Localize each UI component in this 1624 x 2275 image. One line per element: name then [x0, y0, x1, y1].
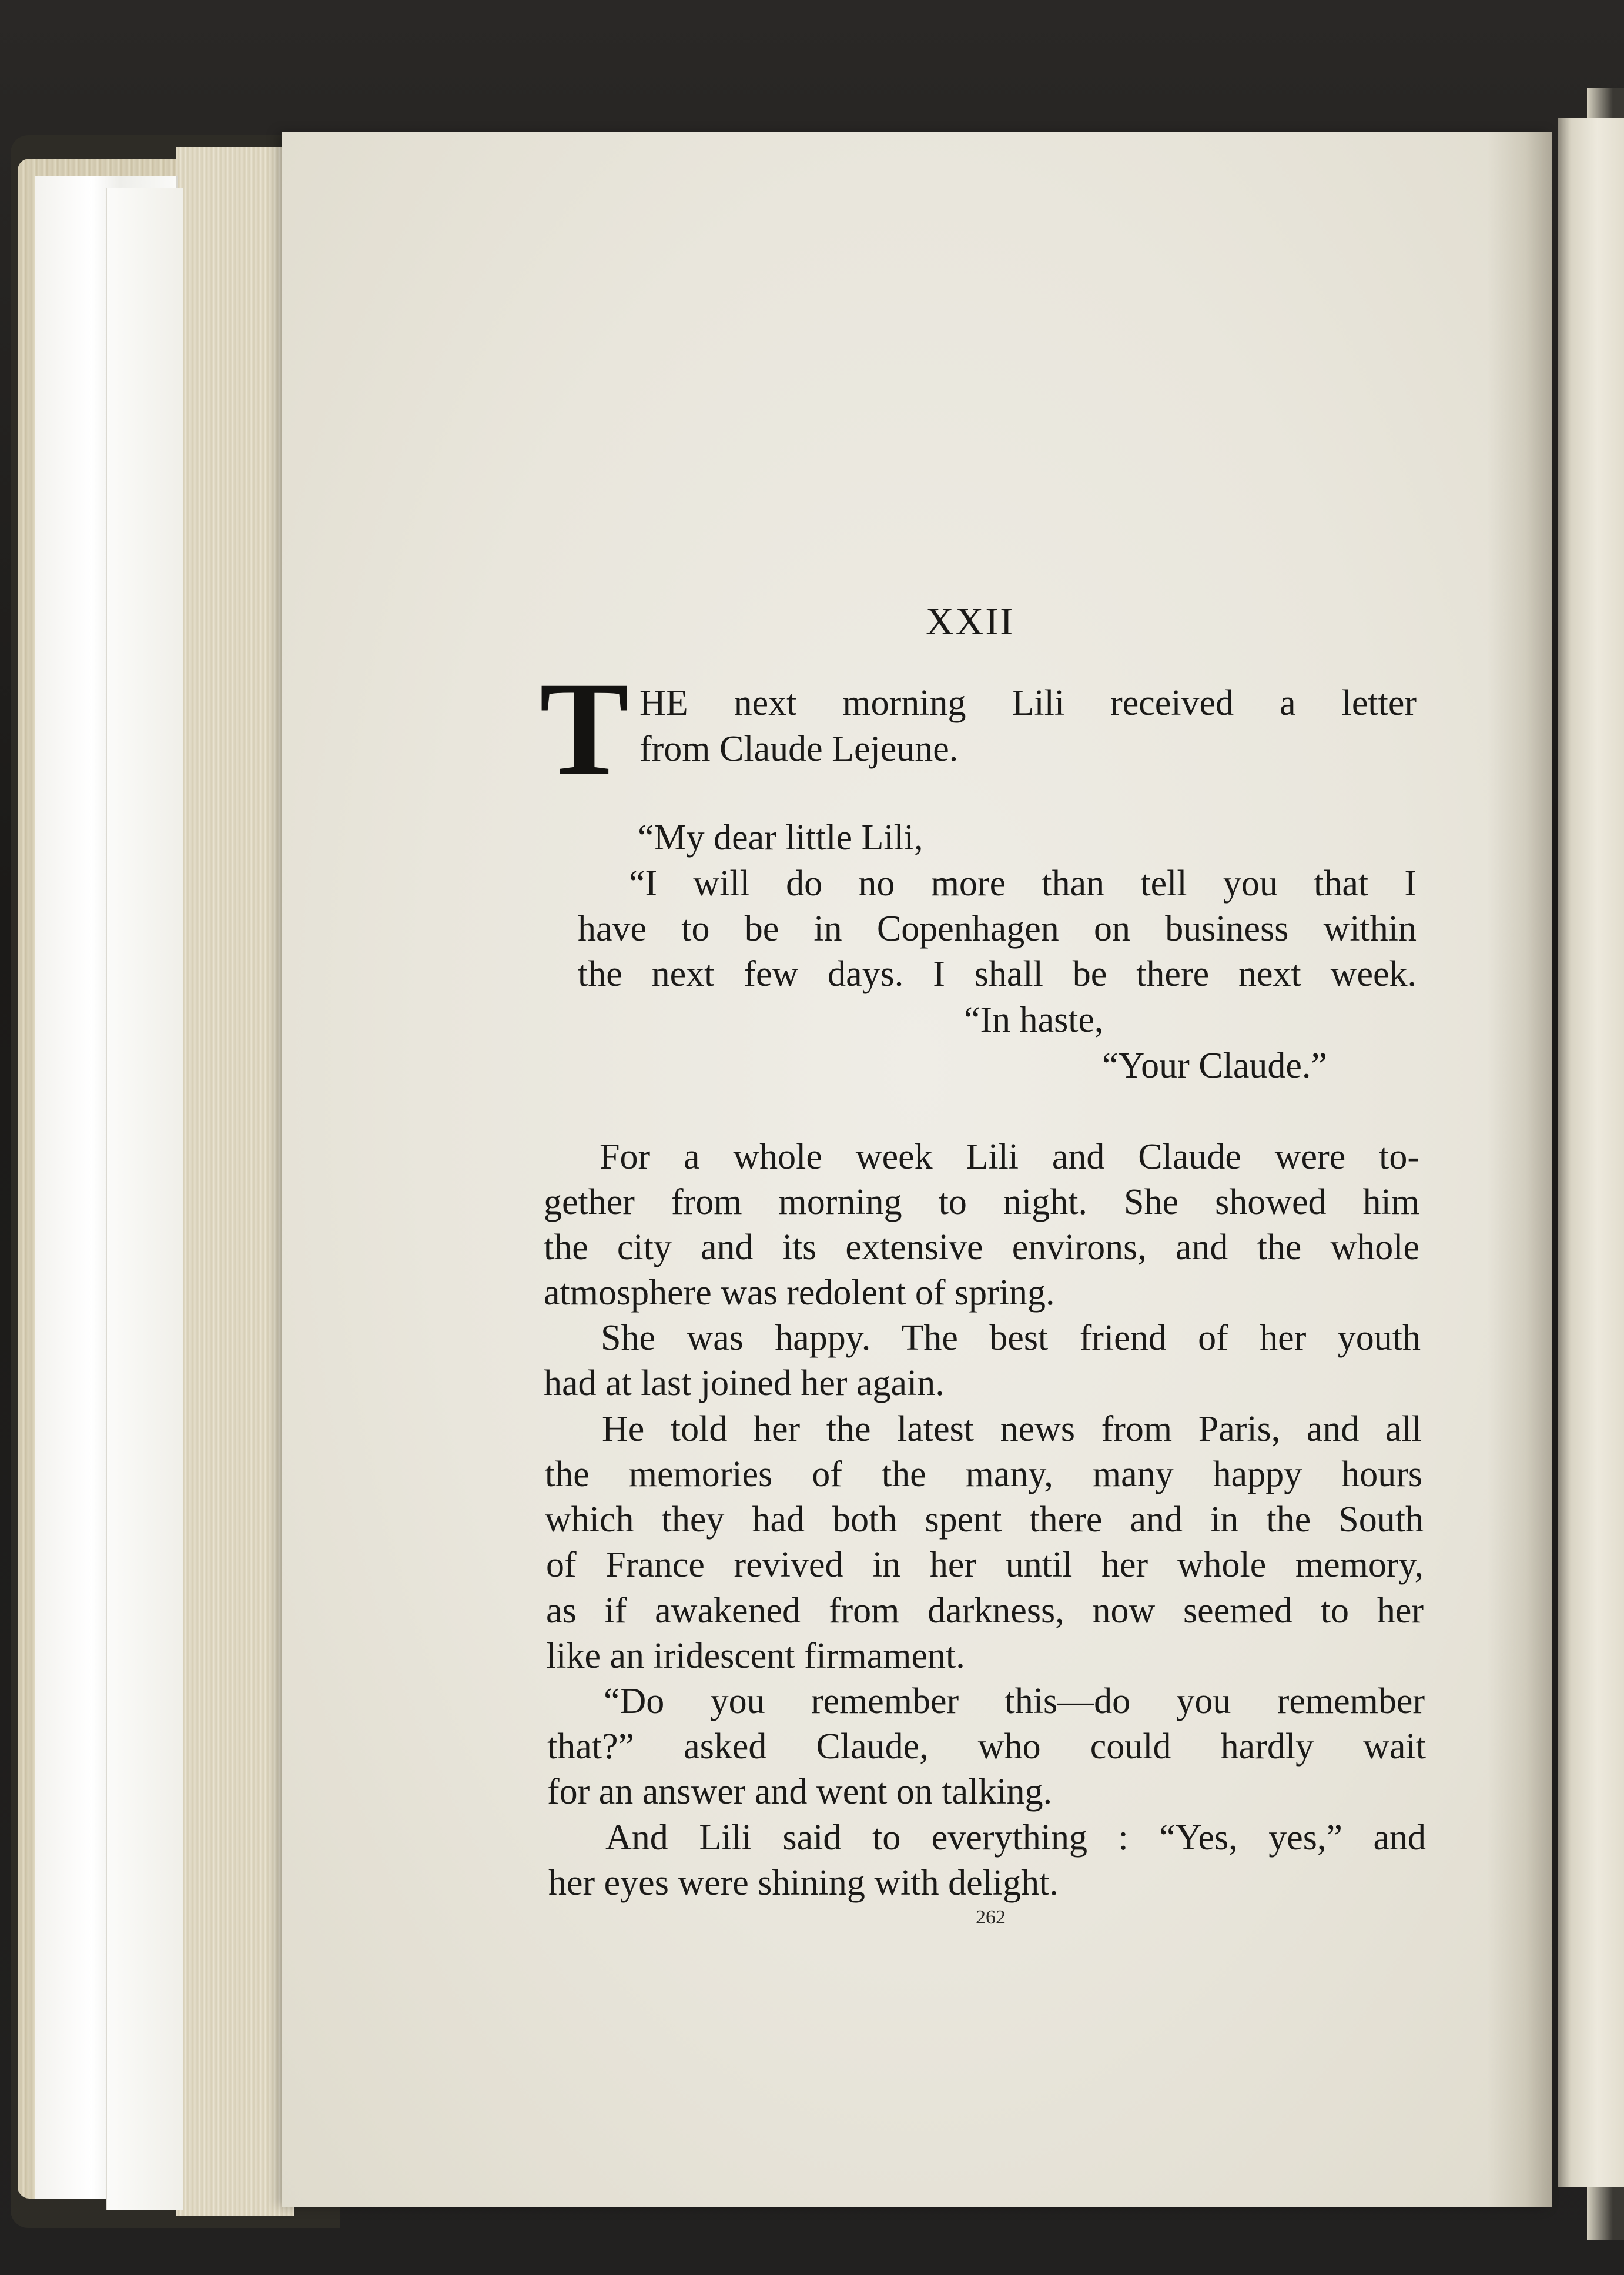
paragraph-line: “Do you remember this—do you remember — [604, 1681, 1425, 1721]
letter-line-1: “I will do no more than tell you that I — [629, 864, 1417, 904]
paragraph-line: She was happy. The best friend of her youth — [601, 1318, 1421, 1358]
letter-line-2: have to be in Copenhagen on business within — [578, 909, 1417, 949]
page-gutter-shadow — [1487, 132, 1552, 2207]
paragraph-line: He told her the latest news from Paris, and all — [602, 1409, 1422, 1449]
paragraph-line: had at last joined her again. — [544, 1363, 945, 1403]
paragraph-line: atmosphere was redolent of spring. — [544, 1273, 1055, 1313]
facing-page — [1558, 118, 1624, 2187]
opening-line-2: from Claude Lejeune. — [639, 729, 959, 769]
paragraph-line: the memories of the many, many happy hours — [545, 1454, 1422, 1494]
page-edges-inner — [176, 147, 294, 2216]
chapter-heading: XXII — [926, 600, 1015, 643]
paragraph-line: For a whole week Lili and Claude were to- — [600, 1137, 1419, 1177]
drop-cap: T — [540, 655, 629, 803]
paragraph-line: of France revived in her until her whole memory, — [546, 1545, 1424, 1585]
paragraph-line: her eyes were shining with delight. — [548, 1863, 1059, 1903]
paragraph-line: that?” asked Claude, who could hardly wait — [547, 1727, 1426, 1767]
paragraph-line: gether from morning to night. She showed him — [544, 1182, 1419, 1222]
paragraph-line: And Lili said to everything : “Yes, yes,” and — [605, 1818, 1426, 1858]
paragraph-line: which they had both spent there and in the South — [545, 1500, 1424, 1540]
letter-closing: “In haste, — [964, 1000, 1104, 1040]
page-number: 262 — [976, 1906, 1006, 1928]
paragraph-line: the city and its extensive environs, and the whole — [544, 1227, 1419, 1267]
opening-line-1: HE next morning Lili received a letter — [639, 683, 1417, 723]
paragraph-line: for an answer and went on talking. — [547, 1772, 1053, 1812]
paragraph-line: as if awakened from darkness, now seemed to her — [546, 1591, 1424, 1631]
letter-line-3: the next few days. I shall be there next week. — [578, 954, 1417, 994]
letter-salutation: “My dear little Lili, — [638, 818, 923, 858]
letter-signature: “Your Claude.” — [1102, 1046, 1327, 1086]
inserted-white-sheet — [106, 188, 183, 2210]
paragraph-line: like an iridescent firmament. — [546, 1636, 965, 1676]
